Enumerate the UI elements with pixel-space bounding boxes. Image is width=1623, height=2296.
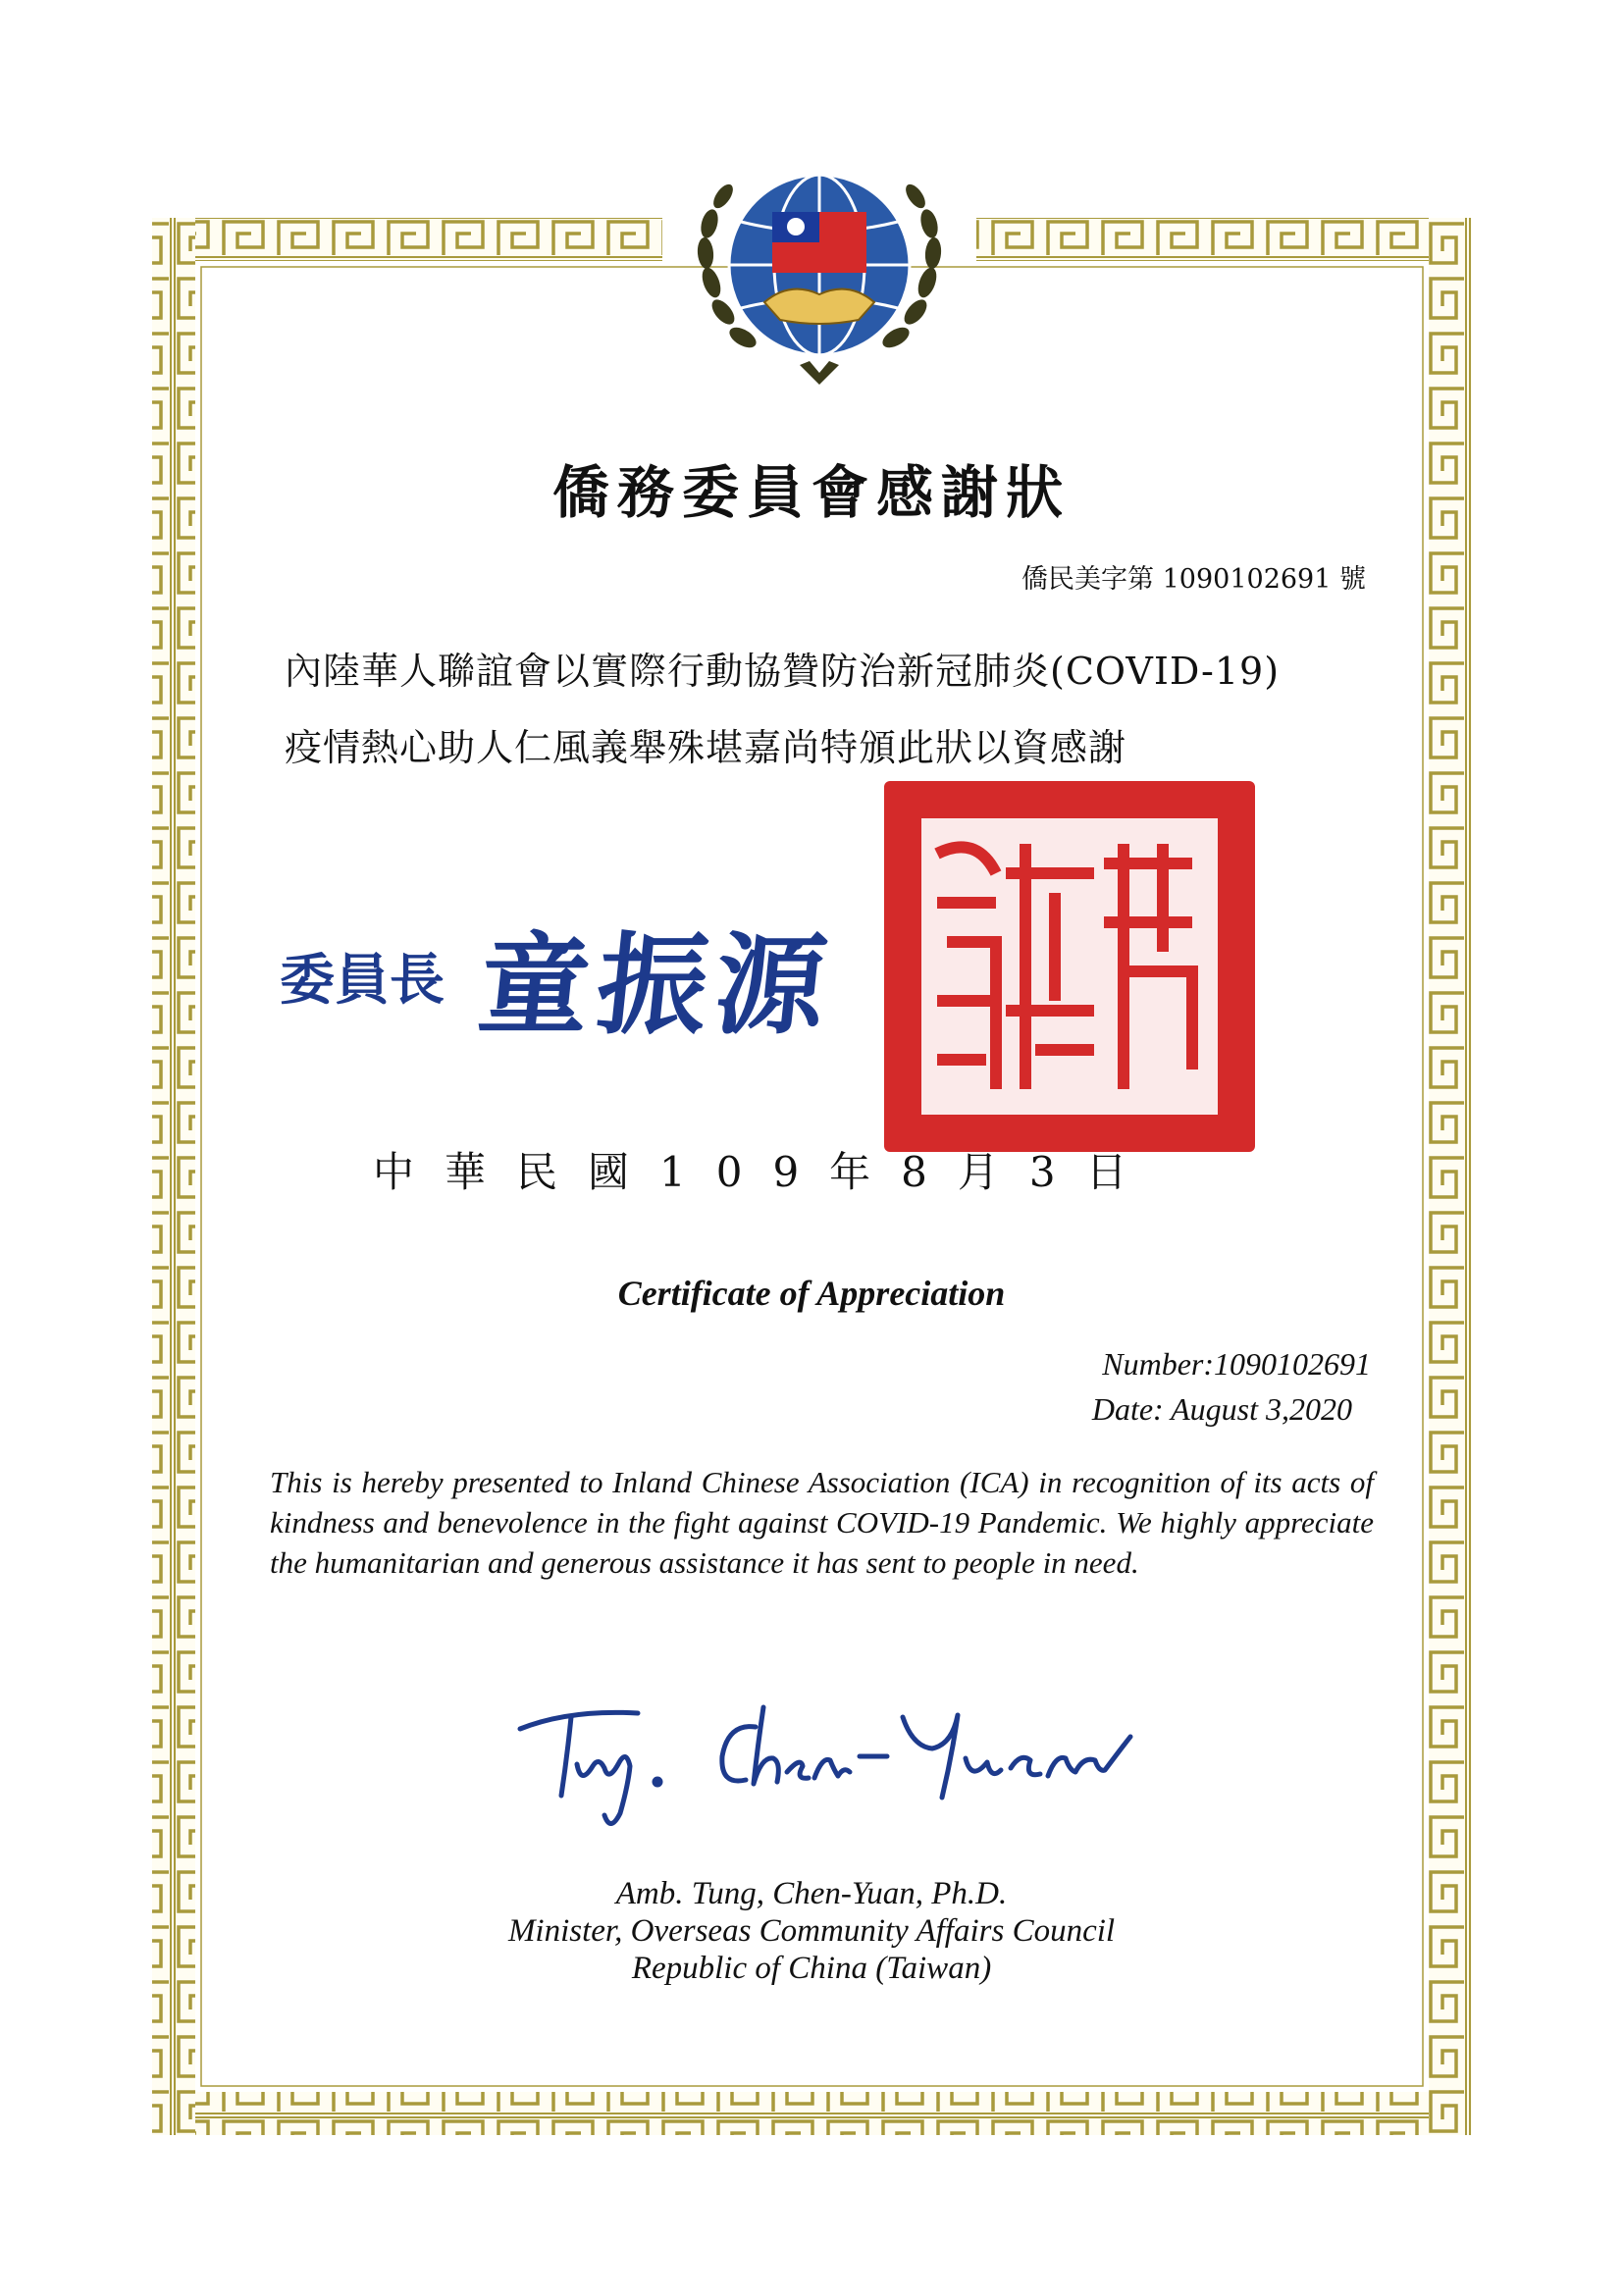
citation-line-2: 疫情熱心助人仁風義舉殊堪嘉尚特頒此狀以資感謝 xyxy=(285,726,1127,769)
signer-position-en: Minister, Overseas Community Affairs Council xyxy=(507,1913,1116,1949)
citation-text-zh xyxy=(285,633,1364,786)
citation-text-en: This is hereby presented to Inland Chinese Association (ICA) in recognition of its acts of kindness and benevolence in the fight against COVID-19 Pandemic. We highly appreciate the humanitarian and generous assistance it has sent to people in need. xyxy=(270,1465,1374,1580)
certificate-title-en: Certificate of Appreciation xyxy=(617,1274,1006,1313)
official-seal xyxy=(878,775,1261,1158)
date-zh: 中華民國109年8月3日 xyxy=(373,1148,1158,1196)
handwritten-signature xyxy=(510,1688,1138,1835)
ocac-emblem xyxy=(682,155,957,400)
citation-line-1: 內陸華人聯誼會以實際行動協贊防治新冠肺炎(COVID-19) xyxy=(285,650,1281,693)
signer-name-en: Amb. Tung, Chen-Yuan, Ph.D. xyxy=(615,1876,1008,1911)
reference-number: 僑民美字第 1090102691 號 xyxy=(1021,564,1366,595)
signer-name-zh: 童振源 xyxy=(473,921,840,1050)
certificate-date-en: Date: August 3,2020 xyxy=(1091,1391,1352,1427)
certificate-title-zh: 僑務委員會感謝狀 xyxy=(551,459,1071,526)
signer-title-zh: 委員長 xyxy=(280,948,445,1013)
certificate-number-en: Number:1090102691 xyxy=(1102,1346,1371,1382)
country-en: Republic of China (Taiwan) xyxy=(631,1951,992,1986)
